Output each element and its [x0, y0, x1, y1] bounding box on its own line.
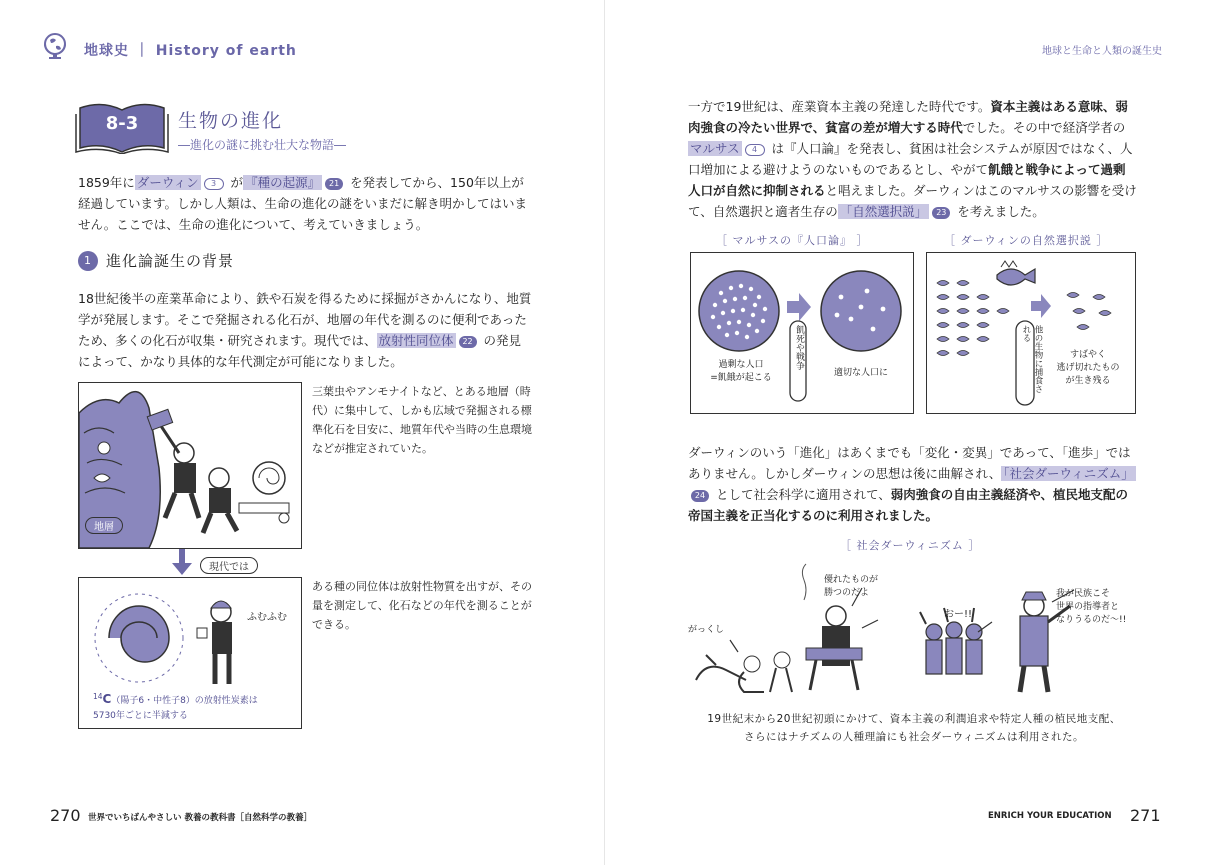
malthus-right-caption: 適切な人口に [833, 368, 888, 378]
section-badge [74, 100, 170, 154]
ref-badge: 24 [691, 490, 709, 502]
malthus-vertical-label: 飢死や戦争 [794, 325, 804, 370]
background-paragraph: 18世紀後半の産業革命により、鉄や石炭を得るために採掘がさかんになり、地質学が発展します。そこで発掘される化石が、地層の年代を測るのに便利であったため、多くの化石が収集・研究されます。現代では、 放射性同位体 22 の発見によって、かなり具体的な年代測定が可能になりました。 [78, 291, 532, 369]
strata-label: 地層 [85, 517, 123, 534]
globe-icon [42, 32, 68, 60]
subheading-1 [78, 250, 234, 271]
figure-1-caption: 三葉虫やアンモナイトなど、とある地層（時代）に集中して、しかも広域で発掘される標準化石を目安に、地質年代や当時の生息環境などが推定されていた。 [312, 385, 532, 455]
footer-series-label: ENRICH YOUR EDUCATION [988, 811, 1112, 821]
social-darwinism-illustration [686, 560, 1146, 700]
social-darwinism-title: ［ 社会ダーウィニズム ］ [840, 539, 981, 552]
social-darwinism-paragraph: ダーウィンのいう「進化」はあくまでも「変化・変異」であって、「進歩」ではありません。しかしダーウィンの思想は後に曲解され、 「社会ダーウィニズム」24 として社会科学に適用されて、弱肉強食の自由主義経済や、植民地支配の帝国主義を正当化するのに利用されました。 [688, 445, 1134, 523]
term-malthus: マルサス [690, 141, 740, 156]
malthus-panel-title: ［ マルサスの『人口論』 ］ [716, 234, 869, 247]
page-number-left: 270 [50, 806, 81, 825]
down-arrow-icon [172, 549, 192, 577]
malthus-left-caption: 過剰な人口 =飢餓が起こる [710, 360, 772, 383]
capitalism-paragraph: 一方で19世紀は、産業資本主義の発達した時代です。資本主義はある意味、弱肉強食の冷たい世界で、貧富の差が増大する時代でした。その中で経済学者のマルサス 4 は『人口論』を発表し、貧困は社会システムが原因ではなく、人口増加による避けようのないものであるとし、やがて飢餓と戦争によって過剰人口が自然に抑制されると唱えました。ダーウィンはこのマルサスの影響を受けて、自然選択と適者生存の 「自然選択説」 23 を考えました。 [688, 99, 1137, 219]
term-natural-selection: 「自然選択説」 [839, 204, 928, 219]
page-number-right: 271 [1130, 806, 1161, 825]
footer-book-title: 世界でいちばんやさしい 教養の教科書［自然科学の教養］ [88, 813, 312, 823]
subheading-number: 1 [78, 251, 98, 271]
darwin-vertical-label: 他の生物に捕食される [1021, 325, 1043, 393]
term-radioisotope: 放射性同位体 [378, 333, 454, 348]
figure-strata-excavation [78, 382, 302, 549]
darwin-caption: すばやく 逃げ切れたもの が生き残る [1056, 350, 1120, 386]
ref-badge: 23 [932, 207, 950, 219]
bubble-nationalist: 我が民族こそ 世界の指導者と なりうるのだ～!! [1056, 589, 1127, 625]
term-origin-of-species: 『種の起源』 [245, 175, 321, 190]
subheading-label: 進化論誕生の背景 [106, 252, 235, 270]
ref-badge: 22 [459, 336, 477, 348]
figure-carbon-dating [78, 577, 302, 729]
social-darwinism-caption: 19世紀末から20世紀初頭にかけて、資本主義の利潤追求や特定人種の植民地支配、 さらにはナチズムの人種理論にも社会ダーウィニズムは利用された。 [707, 713, 1121, 743]
header-right-title: 地球と生命と人類の誕生史 [1042, 46, 1162, 57]
bubble-dejected: がっくし [688, 625, 725, 635]
modern-tag: 現代では [200, 557, 258, 574]
carbon-14-note: $^{14}$C（陽子6・中性子8）の放射性炭素は 5730年ごとに半減する [93, 692, 258, 721]
term-social-darwinism: 「社会ダーウィニズム」 [1003, 466, 1134, 481]
figure-2-caption: ある種の同位体は放射性物質を出すが、その量を測定して、化石などの年代を測ることができる。 [312, 580, 532, 631]
bubble-superior-wins: 優れたものが 勝つのだよ [824, 575, 879, 598]
darwin-panel-title: ［ ダーウィンの自然選択説 ］ [944, 234, 1109, 247]
section-title: 生物の進化 [178, 110, 284, 132]
page-gutter [604, 0, 605, 865]
ref-badge: 4 [745, 144, 765, 156]
term-darwin: ダーウィン [136, 175, 199, 190]
section-number: 8-3 [105, 113, 139, 134]
malthus-panel [690, 252, 914, 414]
section-subtitle: ―進化の謎に挑む壮大な物語― [178, 138, 347, 152]
speech-text: ふむふむ [247, 612, 287, 623]
darwin-panel [926, 252, 1136, 414]
header-left-title: 地球史 ｜ History of earth [84, 43, 297, 59]
ref-badge: 21 [325, 178, 343, 190]
ref-badge: 3 [204, 178, 224, 190]
intro-paragraph: 1859年に ダーウィン 3 が 『種の起源』 21 を発表してから、150年以上が経過しています。しかし人類は、生命の進化の謎をいまだに解き明かしてはいません。ここでは、生命の進化について、考えていきましょう。 [78, 175, 528, 232]
bubble-cheer: おー!! [944, 609, 973, 620]
